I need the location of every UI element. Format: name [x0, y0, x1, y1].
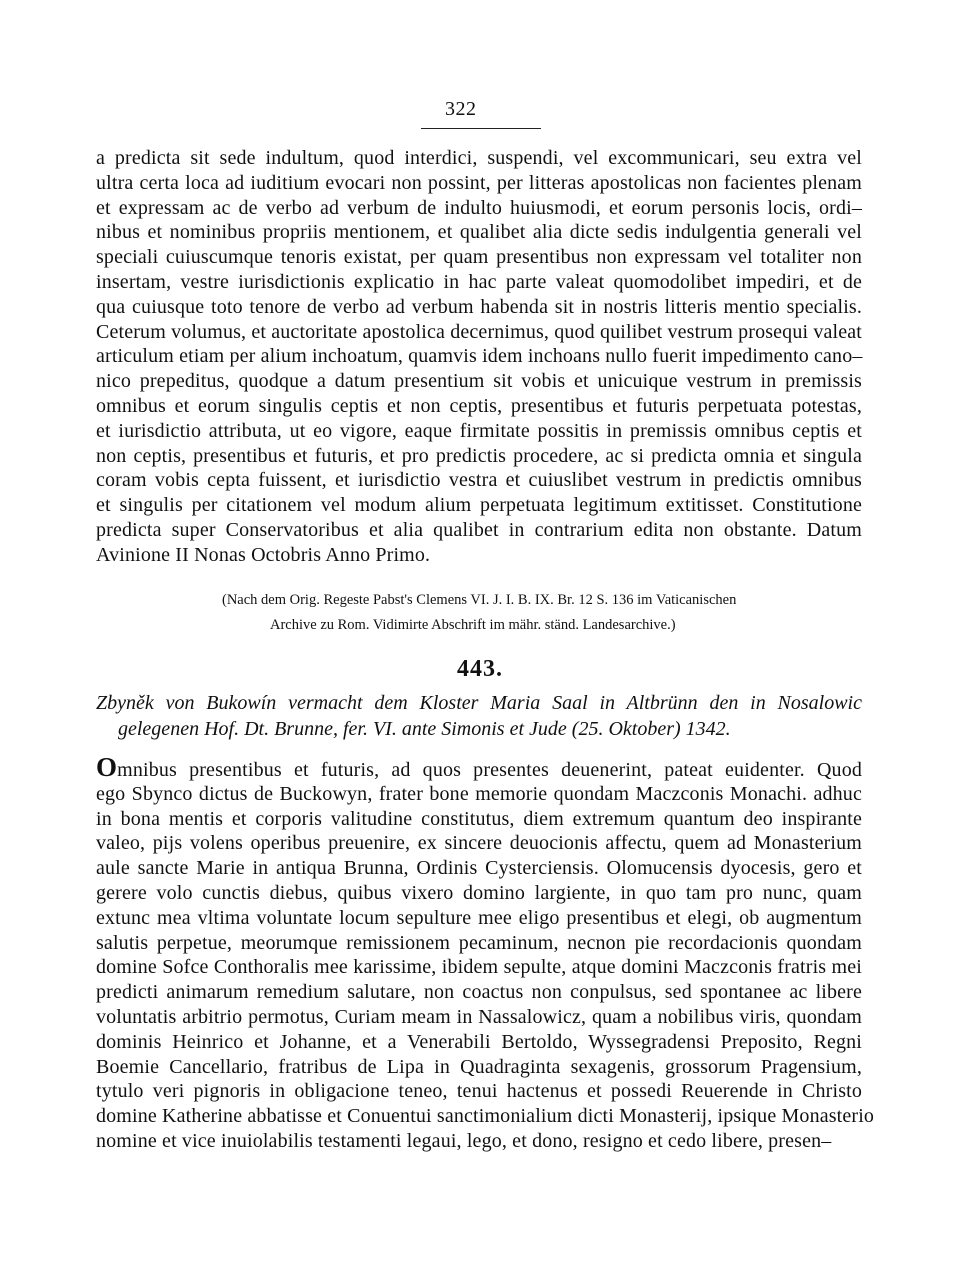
- text-line: predicti animarum remedium salutare, non coactus non conpulsus, sed spontanee ac libere: [96, 981, 862, 1004]
- text-line: nico prepeditus, quodque a datum presentium sit vobis et unicuique vestrum in premissis: [96, 370, 862, 393]
- text-line: predicta super Conservatoribus et alia qualibet in contrarium edita non obstante. Datum: [96, 518, 862, 541]
- text-line: nibus et nominibus propriis mentionem, et qualibet alia dicte sedis indulgentia generali vel: [96, 221, 862, 244]
- first-line-text: mnibus presentibus et futuris, ad quos presentes deuenerint, pateat euidenter. Quod: [117, 759, 862, 781]
- text-line: omnibus et eorum singulis ceptis et non ceptis, presentibus et futuris perpetuata potestas,: [96, 394, 862, 417]
- header-rule: [421, 128, 541, 129]
- text-line: gerere volo cunctis diebus, quibus vixero domino largiente, in quo tam pro nunc, quam: [96, 881, 862, 904]
- text-line: Zbyněk von Bukowín vermacht dem Kloster Maria Saal in Altbrünn den in Nosalowic: [96, 692, 862, 714]
- text-line: a predicta sit sede indultum, quod interdici, suspendi, vel excommunicari, seu extra vel: [96, 147, 862, 169]
- text-line: qua cuiusque toto tenore de verbo ad verbum habenda sit in nostris litteris mentio specialis.: [96, 295, 862, 318]
- document-heading: [96, 690, 862, 742]
- text-line: Avinione II Nonas Octobris Anno Primo.: [96, 543, 431, 566]
- text-line: tytulo veri pignoris in obligacione teneo, tenui hactenus et possedi Reuerende in Christo: [96, 1080, 862, 1103]
- text-line: dominis Heinrico et Johanne, et a Venerabili Bertoldo, Wyssegradensi Preposito, Regni: [96, 1030, 862, 1053]
- text-line: insertam, vestre iurisdictionis explicatio in hac parte valeat quomodolibet impediri, et de: [96, 270, 862, 293]
- text-line: Ceterum volumus, et auctoritate apostolica decernimus, quod quilibet vestrum prosequi valeat: [96, 320, 862, 343]
- text-line: speciali cuiuscumque tenoris existat, per quam presentibus non expressam vel totaliter non: [96, 246, 862, 269]
- text-line: Archive zu Rom. Vidimirte Abschrift im mähr. ständ. Landesarchive.): [270, 617, 676, 633]
- paragraph-1: [96, 146, 862, 568]
- text-line: Boemie Cancellario, fratribus de Lipa in Quadraginta sexagenis, grossorum Pragensium,: [96, 1055, 862, 1078]
- text-line: et expressam ac de verbo ad verbum de indulto huiusmodi, et eorum personis locis, ordi–: [96, 196, 862, 219]
- text-line: domine Sofce Conthoralis mee karissime, ibidem sepulte, atque domini Maczconis fratris mei: [96, 956, 862, 979]
- source-citation: [222, 588, 862, 638]
- text-line: articulum etiam per alium inchoatum, quamvis idem inchoans nullo fuerit impedimento cano–: [96, 345, 863, 368]
- text-line: salutis perpetue, meorumque remissionem pecaminum, necnon pie recordacionis quondam: [96, 931, 862, 954]
- text-line: gelegenen Hof. Dt. Brunne, fer. VI. ante Simonis et Jude (25. Oktober) 1342.: [118, 718, 731, 740]
- text-line: voluntatis arbitrio permotus, Curiam meam in Nassalowicz, quam a nobilibus viris, quondam: [96, 1005, 862, 1028]
- text-line: domine Katherine abbatisse et Conuentui sanctimonialium dicti Monasterij, ipsique Monasterio: [96, 1105, 875, 1128]
- text-line: (Nach dem Orig. Regeste Pabst's Clemens VI. J. I. B. IX. Br. 12 S. 136 im Vaticanischen: [222, 592, 737, 608]
- text-line: nomine et vice inuiolabilis testamenti legaui, lego, et dono, resigno et cedo libere, presen–: [96, 1129, 832, 1152]
- text-line: ego Sbynco dictus de Buckowyn, frater bone memorie quondam Maczconis Monachi. adhuc: [96, 782, 862, 805]
- page-number: 322: [445, 98, 477, 120]
- text-line: non ceptis, presentibus et futuris, et pro predictis procedere, ac si predicta omnia et singula: [96, 444, 862, 467]
- text-line: extunc mea vltima voluntate locum sepulture mee eligo presentibus et elegi, ob augmentum: [96, 906, 862, 929]
- text-line: coram vobis cepta fuissent, et iurisdictio vestra et cuiuslibet vestrum in predictis omnibus: [96, 469, 862, 492]
- text-line: in bona mentis et corporis valitudine constitutus, diem extremum quantum deo inspirante: [96, 807, 862, 830]
- paragraph-line: [96, 752, 862, 782]
- paragraph-2: [96, 752, 875, 1154]
- text-line: et iurisdictio attributa, ut eo vigore, eaque firmitate possitis in premissis omnibus ceptis et: [96, 419, 862, 442]
- document-number: 443.: [457, 656, 503, 682]
- text-line: ultra certa loca ad iuditium evocari non possint, per litteras apostolicas non facientes plenam: [96, 171, 862, 194]
- text-line: et singulis per citationem vel modum alium perpetuata legitimum extitisset. Constitutione: [96, 494, 862, 517]
- text-line: valeo, pijs volens operibus preuenire, ex sincere deuocionis affectu, quem ad Monasterium: [96, 832, 862, 855]
- text-line: aule sancte Marie in antiqua Brunna, Ordinis Cysterciensis. Olomucensis dyocesis, gero et: [96, 857, 862, 880]
- initial-letter: O: [96, 752, 118, 782]
